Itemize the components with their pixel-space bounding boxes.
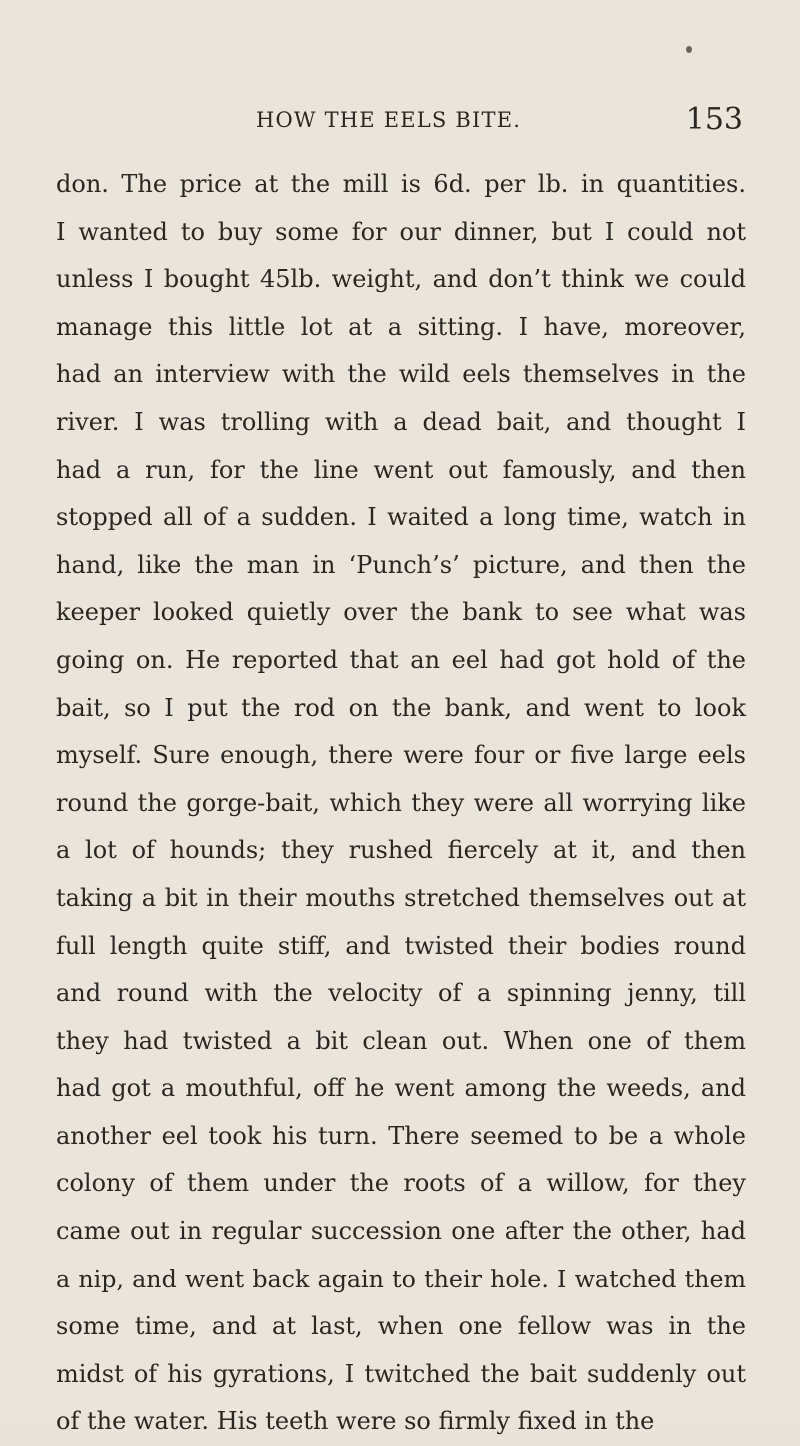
text-line: river. I was trolling with a dead bait, and thought I <box>56 407 746 436</box>
page-header <box>0 102 800 138</box>
text-line: they had twisted a bit clean out. When one of them <box>56 1026 746 1055</box>
text-line: and round with the velocity of a spinning jenny, till <box>56 979 746 1008</box>
text-line: a lot of hounds; they rushed fiercely at it, and then <box>56 836 746 865</box>
text-line: full length quite stiff, and twisted their bodies round <box>56 931 746 960</box>
text-line: of the water. His teeth were so firmly fixed in the <box>56 1407 655 1436</box>
text-line: hand, like the man in ‘Punch’s’ picture, and then the <box>56 550 746 579</box>
body-text <box>56 161 746 1446</box>
text-line: going on. He reported that an eel had got hold of the <box>56 645 746 674</box>
ink-speck <box>686 46 692 53</box>
text-line: manage this little lot at a sitting. I have, moreover, <box>56 312 746 341</box>
text-line: keeper looked quietly over the bank to see what was <box>56 598 746 627</box>
text-line: had an interview with the wild eels themselves in the <box>56 360 746 389</box>
text-line: had a run, for the line went out famously, and then <box>56 455 746 484</box>
text-line: came out in regular succession one after the other, had <box>56 1217 746 1246</box>
text-line: I wanted to buy some for our dinner, but I could not <box>56 217 746 246</box>
text-line: colony of them under the roots of a willow, for they <box>56 1169 746 1198</box>
text-line: round the gorge-bait, which they were all worrying like <box>56 788 746 817</box>
text-line: myself. Sure enough, there were four or five large eels <box>56 741 746 770</box>
running-head: HOW THE EELS BITE. <box>256 108 522 132</box>
text-line: a nip, and went back again to their hole. I watched them <box>56 1264 746 1293</box>
text-line: some time, and at last, when one fellow was in the <box>56 1312 746 1341</box>
text-line: taking a bit in their mouths stretched themselves out at <box>56 883 746 912</box>
text-line: stopped all of a sudden. I waited a long time, watch in <box>56 503 746 532</box>
text-line: midst of his gyrations, I twitched the bait suddenly out <box>56 1359 746 1388</box>
text-line: unless I bought 45lb. weight, and don’t think we could <box>56 265 746 294</box>
text-line: bait, so I put the rod on the bank, and went to look <box>56 693 746 722</box>
page-number: 153 <box>685 102 743 137</box>
text-line: don. The price at the mill is 6d. per lb. in quantities. <box>56 170 746 198</box>
text-line: had got a mouthful, off he went among the weeds, and <box>56 1074 746 1103</box>
text-line: another eel took his turn. There seemed to be a whole <box>56 1121 746 1150</box>
